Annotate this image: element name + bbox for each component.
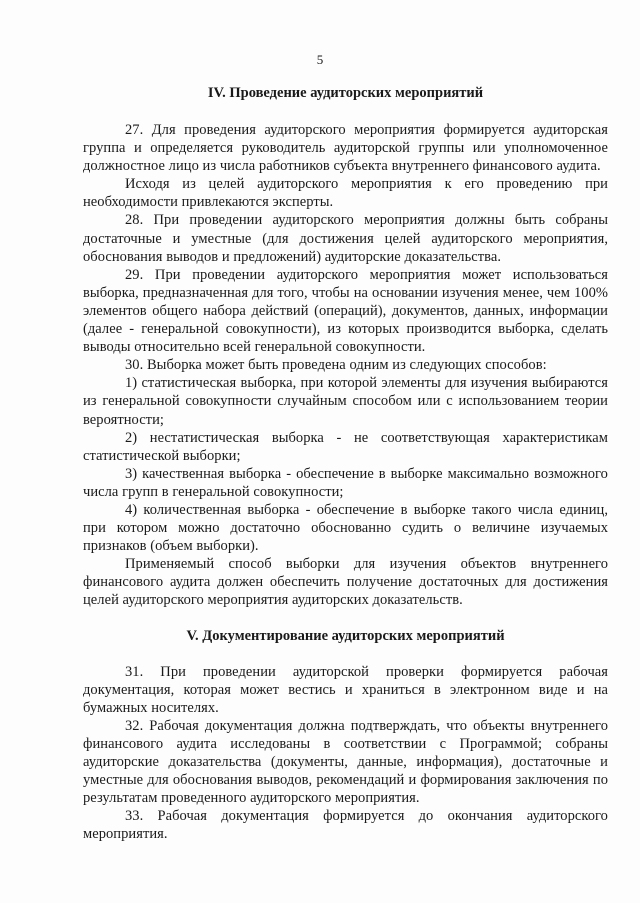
paragraph-29: 29. При проведении аудиторского мероприятия может использоваться выборка, предназначенная для того, чтобы на основании изучения менее, чем 100% элементов общего набора действий (операций), документов, данных, информации (далее - генеральной совокупности), из которых производится выборка, сделать выводы относительно всей генеральной совокупности. [83,266,608,356]
paragraph-28: 28. При проведении аудиторского мероприятия должны быть собраны достаточные и уместные (для достижения целей аудиторского мероприятия, обоснования выводов и предложений) аудиторские доказательства. [83,212,608,265]
document-body [83,84,608,843]
paragraph-27: 27. Для проведения аудиторского мероприятия формируется аудиторская группа и определяется руководитель аудиторской группы или уполномоченное должностное лицо из числа работников субъекта внутреннего финансового аудита. [83,122,608,175]
paragraph-30-item-3: 3) качественная выборка - обеспечение в выборке максимально возможного числа групп в генеральной совокупности; [83,465,608,500]
page-number: 5 [316,52,324,67]
paragraph-30-item-2: 2) нестатистическая выборка - не соответствующая характеристикам статистической выборки; [83,429,608,464]
paragraph-33: 33. Рабочая документация формируется до окончания аудиторского мероприятия. [83,808,608,843]
paragraph-30-item-4: 4) количественная выборка - обеспечение в выборке такого числа единиц, при котором можно достаточно обоснованно судить о величине изучаемых признаков (объем выборки). [83,501,608,555]
paragraph-31: 31. При проведении аудиторской проверки формируется рабочая документация, которая может вестись и храниться в электронном виде и на бумажных носителях. [83,663,608,716]
paragraph-30-closing: Применяемый способ выборки для изучения объектов внутреннего финансового аудита должен обеспечить получение достаточных для достижения целей аудиторского мероприятия аудиторских доказательств. [83,556,608,609]
paragraph-32: 32. Рабочая документация должна подтверждать, что объекты внутреннего финансового аудита исследованы в соответствии с Программой; собраны аудиторские доказательства (документы, данные, информация), достаточные и уместные для обоснования выводов, рекомендаций и формирования заключения по результатам проведенного аудиторского мероприятия. [83,717,608,807]
paragraph-30-item-1: 1) статистическая выборка, при которой элементы для изучения выбираются из генеральной совокупности случайным способом или с использованием теории вероятности; [83,375,608,428]
paragraph-27-experts: Исходя из целей аудиторского мероприятия к его проведению при необходимости привлекаются эксперты. [83,176,608,211]
paragraph-30: 30. Выборка может быть проведена одним из следующих способов: [125,357,547,374]
section-4-title: IV. Проведение аудиторских мероприятий [207,85,484,101]
section-5-title: V. Документирование аудиторских мероприятий [186,627,505,644]
